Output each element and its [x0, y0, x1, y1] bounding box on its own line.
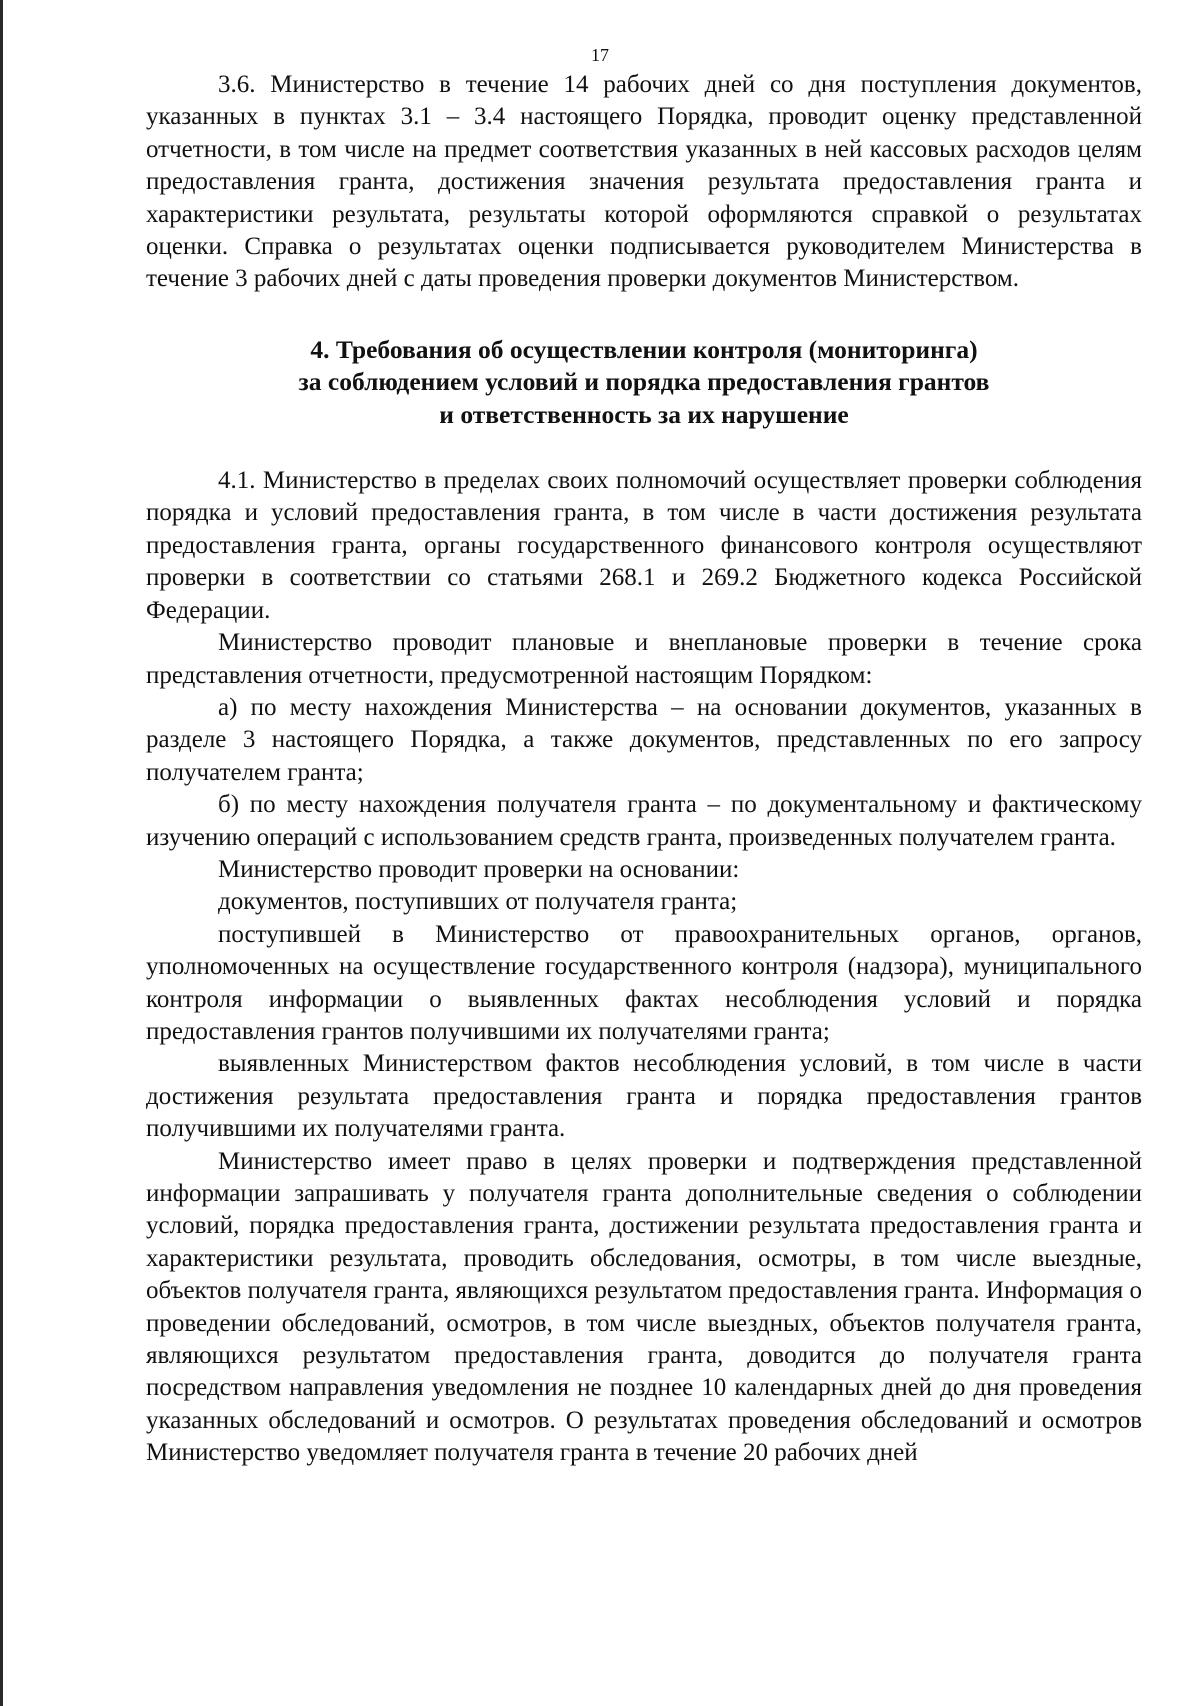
list-item-a: а) по месту нахождения Министерства – на основании документов, указанных в разделе 3 настоящего Порядка, а также документов, представленных по его запросу получателем гранта;	[146, 693, 1142, 786]
section-heading-line-3: и ответственность за их нарушение	[439, 399, 849, 429]
list-item-law-enforcement-info: поступившей в Министерство от правоохранительных органов, органов, уполномоченных на осуществление государственного контроля (надзора), муниципального контроля информации о выявленных фактах несоблюдения условий и порядка предоставления грантов получившими их получателями гранта;	[146, 920, 1142, 1045]
paragraph-ministry-rights: Министерство имеет право в целях проверки и подтверждения представленной информации запрашивать у получателя гранта дополнительные сведения о соблюдении условий, порядка предоставления гранта, достижении результата предоставления гранта и характеристики результата, проводить обследования, осмотры, в том числе выездные, объектов получателя гранта, являющихся результатом предоставления гранта. Информация о проведении обследований, осмотров, в том числе выездных, объектов получателя гранта, являющихся результатом предоставления гранта, доводится до получателя гранта посредством направления уведомления не позднее 10 календарных дней до дня проведения указанных обследований и осмотров. О результатах проведения обследований и осмотров Министерство уведомляет получателя гранта в течение 20 рабочих дней	[146, 1147, 1142, 1467]
paragraph-grounds-intro: Министерство проводит проверки на основании:	[218, 855, 740, 883]
paragraph-3-6: 3.6. Министерство в течение 14 рабочих дней со дня поступления документов, указанных в пунктах 3.1 – 3.4 настоящего Порядка, проводит оценку представленной отчетности, в том числе на предмет соответствия указанных в ней кассовых расходов целям предоставления гранта, достижения значения результата предоставления гранта и характеристики результата, результаты которой оформляются справкой о результатах оценки. Справка о результатах оценки подписывается руководителем Министерства в течение 3 рабочих дней с даты проведения проверки документов Министерством.	[146, 71, 1142, 293]
list-item-documents: документов, поступивших от получателя гранта;	[218, 888, 738, 916]
section-heading-line-2: за соблюдением условий и порядка предоставления грантов	[298, 367, 990, 397]
page-number: 17	[591, 45, 609, 65]
spacer	[146, 431, 1142, 465]
list-item-b: б) по месту нахождения получателя гранта – по документальному и фактическому изучению операций с использованием средств гранта, произведенных получателем гранта.	[146, 791, 1142, 851]
scan-edge-line	[0, 0, 3, 1706]
section-4-heading	[146, 334, 1142, 431]
section-heading-line-1: 4. Требования об осуществлении контроля (мониторинга)	[310, 334, 978, 364]
paragraph-inspections-intro: Министерство проводит плановые и внеплановые проверки в течение срока представления отчетности, предусмотренной настоящим Порядком:	[146, 629, 1142, 689]
paragraph-4-1: 4.1. Министерство в пределах своих полномочий осуществляет проверки соблюдения порядка и условий предоставления гранта, в том числе в части достижения результата предоставления гранта, органы государственного финансового контроля осуществляют проверки в соответствии со статьями 268.1 и 269.2 Бюджетного кодекса Российской Федерации.	[146, 467, 1142, 624]
spacer	[146, 296, 1142, 334]
list-item-ministry-findings: выявленных Министерством фактов несоблюдения условий, в том числе в части достижения результата предоставления гранта и порядка предоставления грантов получившими их получателями гранта.	[146, 1050, 1142, 1143]
page-body	[146, 69, 1142, 1470]
